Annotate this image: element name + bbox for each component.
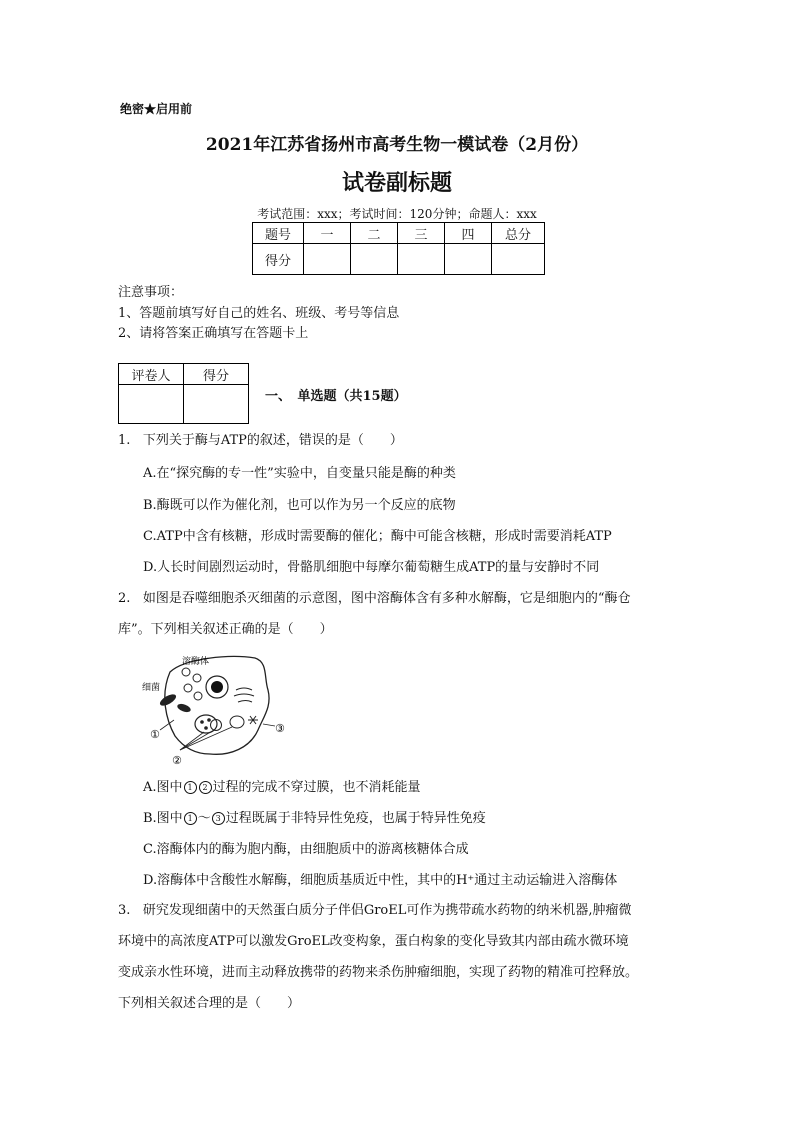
question-3-line2: 环境中的高浓度ATP可以激发GroEL改变构象，蛋白构象的变化导致其内部由疏水微环境 bbox=[118, 934, 629, 949]
note-item: 1、答题前填写好自己的姓名、班级、考号等信息 bbox=[118, 306, 400, 321]
lysosome bbox=[193, 674, 201, 682]
lysosome bbox=[182, 668, 190, 676]
score-header-cell: 一 bbox=[304, 223, 351, 244]
question-2 bbox=[118, 589, 630, 609]
q2-option-d[interactable]: D.溶酶体中含酸性水解酶，细胞质基质近中性，其中的H⁺通过主动运输进入溶酶体 bbox=[143, 873, 618, 888]
question-1 bbox=[118, 431, 403, 451]
question-number: 3. bbox=[118, 903, 131, 918]
grader-table bbox=[118, 363, 249, 424]
pointer-line bbox=[180, 727, 232, 750]
question-2-line2: 库”。下列相关叙述正确的是（ ） bbox=[118, 622, 333, 637]
nucleolus bbox=[211, 681, 223, 693]
score-header-cell: 三 bbox=[398, 223, 445, 244]
note-item: 2、请将答案正确填写在答题卡上 bbox=[118, 326, 309, 341]
score-cell bbox=[445, 244, 492, 275]
score-header-cell: 四 bbox=[445, 223, 492, 244]
exam-meta: 考试范围：xxx；考试时间：120分钟；命题人：xxx bbox=[257, 207, 537, 221]
option-text: ～ bbox=[197, 811, 211, 826]
exam-subtitle: 试卷副标题 bbox=[341, 170, 452, 196]
option-text: B.图中 bbox=[143, 811, 183, 826]
grader-header-cell: 评卷人 bbox=[119, 364, 184, 385]
score-header-cell: 总分 bbox=[492, 223, 545, 244]
bacterium bbox=[158, 692, 178, 708]
q1-option-d[interactable]: D.人长时间剧烈运动时，骨骼肌细胞中每摩尔葡萄糖生成ATP的量与安静时不同 bbox=[143, 560, 600, 575]
question-number: 2. bbox=[118, 591, 131, 606]
vesicle-dot bbox=[200, 720, 204, 724]
exam-title: 2021年江苏省扬州市高考生物一模试卷（2月份） bbox=[205, 135, 589, 155]
grader-header-cell: 得分 bbox=[184, 364, 249, 385]
option-text: 过程既属于非特异性免疫，也属于特异性免疫 bbox=[225, 811, 486, 826]
question-number: 1. bbox=[118, 433, 131, 448]
q2-option-a[interactable] bbox=[143, 776, 421, 795]
label-step-1: ① bbox=[150, 728, 160, 741]
lysosome bbox=[194, 692, 202, 700]
q2-option-b[interactable] bbox=[143, 807, 486, 826]
q1-option-c[interactable]: C.ATP中含有核糖，形成时需要酶的催化；酶中可能含核糖，形成时需要消耗ATP bbox=[143, 529, 612, 544]
score-cell bbox=[492, 244, 545, 275]
option-text: 过程的完成不穿过膜，也不消耗能量 bbox=[212, 780, 421, 795]
question-3-line4: 下列相关叙述合理的是（ ） bbox=[118, 996, 301, 1011]
section-title: 一、 单选题（共15题） bbox=[265, 389, 407, 404]
label-step-2: ② bbox=[172, 754, 182, 767]
option-text: A.图中 bbox=[143, 780, 183, 795]
pointer-line bbox=[263, 724, 275, 726]
score-header-cell: 题号 bbox=[253, 223, 304, 244]
bacterium bbox=[176, 702, 192, 713]
question-stem: 下列关于酶与ATP的叙述，错误的是（ ） bbox=[142, 433, 403, 448]
circled-number: 3 bbox=[212, 812, 225, 825]
score-header-cell: 二 bbox=[351, 223, 398, 244]
label-step-3: ③ bbox=[275, 722, 285, 735]
residual-body bbox=[230, 716, 244, 728]
score-table bbox=[252, 222, 545, 275]
vesicle-dot bbox=[207, 718, 211, 722]
circled-number: 2 bbox=[199, 781, 212, 794]
grader-cell bbox=[119, 385, 184, 424]
q1-option-b[interactable]: B.酶既可以作为催化剂，也可以作为另一个反应的底物 bbox=[143, 498, 456, 513]
circled-number: 1 bbox=[184, 812, 197, 825]
golgi bbox=[234, 688, 254, 702]
question-3 bbox=[118, 901, 632, 921]
pointer-line bbox=[180, 730, 214, 750]
phagocytosis-diagram bbox=[140, 650, 300, 768]
question-stem: 如图是吞噬细胞杀灭细菌的示意图，图中溶酶体含有多种水解酶，它是细胞内的“酶仓 bbox=[142, 591, 631, 606]
exocytosis-marks bbox=[248, 716, 258, 724]
q2-option-c[interactable]: C.溶酶体内的酶为胞内酶，由细胞质中的游离核糖体合成 bbox=[143, 842, 469, 857]
confidential-label: 绝密★启用前 bbox=[120, 102, 193, 116]
grader-cell bbox=[184, 385, 249, 424]
vesicle-dot bbox=[204, 726, 208, 730]
label-lysosome: 溶酶体 bbox=[182, 657, 210, 667]
question-stem: 研究发现细菌中的天然蛋白质分子伴侣GroEL可作为携带疏水药物的纳米机器,肿瘤微 bbox=[142, 903, 632, 918]
circled-number: 1 bbox=[184, 781, 197, 794]
score-cell bbox=[398, 244, 445, 275]
score-row-label: 得分 bbox=[253, 244, 304, 275]
score-cell bbox=[351, 244, 398, 275]
q1-option-a[interactable]: A.在“探究酶的专一性”实验中，自变量只能是酶的种类 bbox=[143, 466, 456, 481]
lysosome bbox=[184, 684, 192, 692]
score-cell bbox=[304, 244, 351, 275]
notes-heading: 注意事项： bbox=[118, 285, 184, 300]
question-3-line3: 变成亲水性环境，进而主动释放携带的药物来杀伤肿瘤细胞，实现了药物的精准可控释放。 bbox=[118, 965, 639, 980]
label-bacteria: 细菌 bbox=[142, 683, 161, 693]
